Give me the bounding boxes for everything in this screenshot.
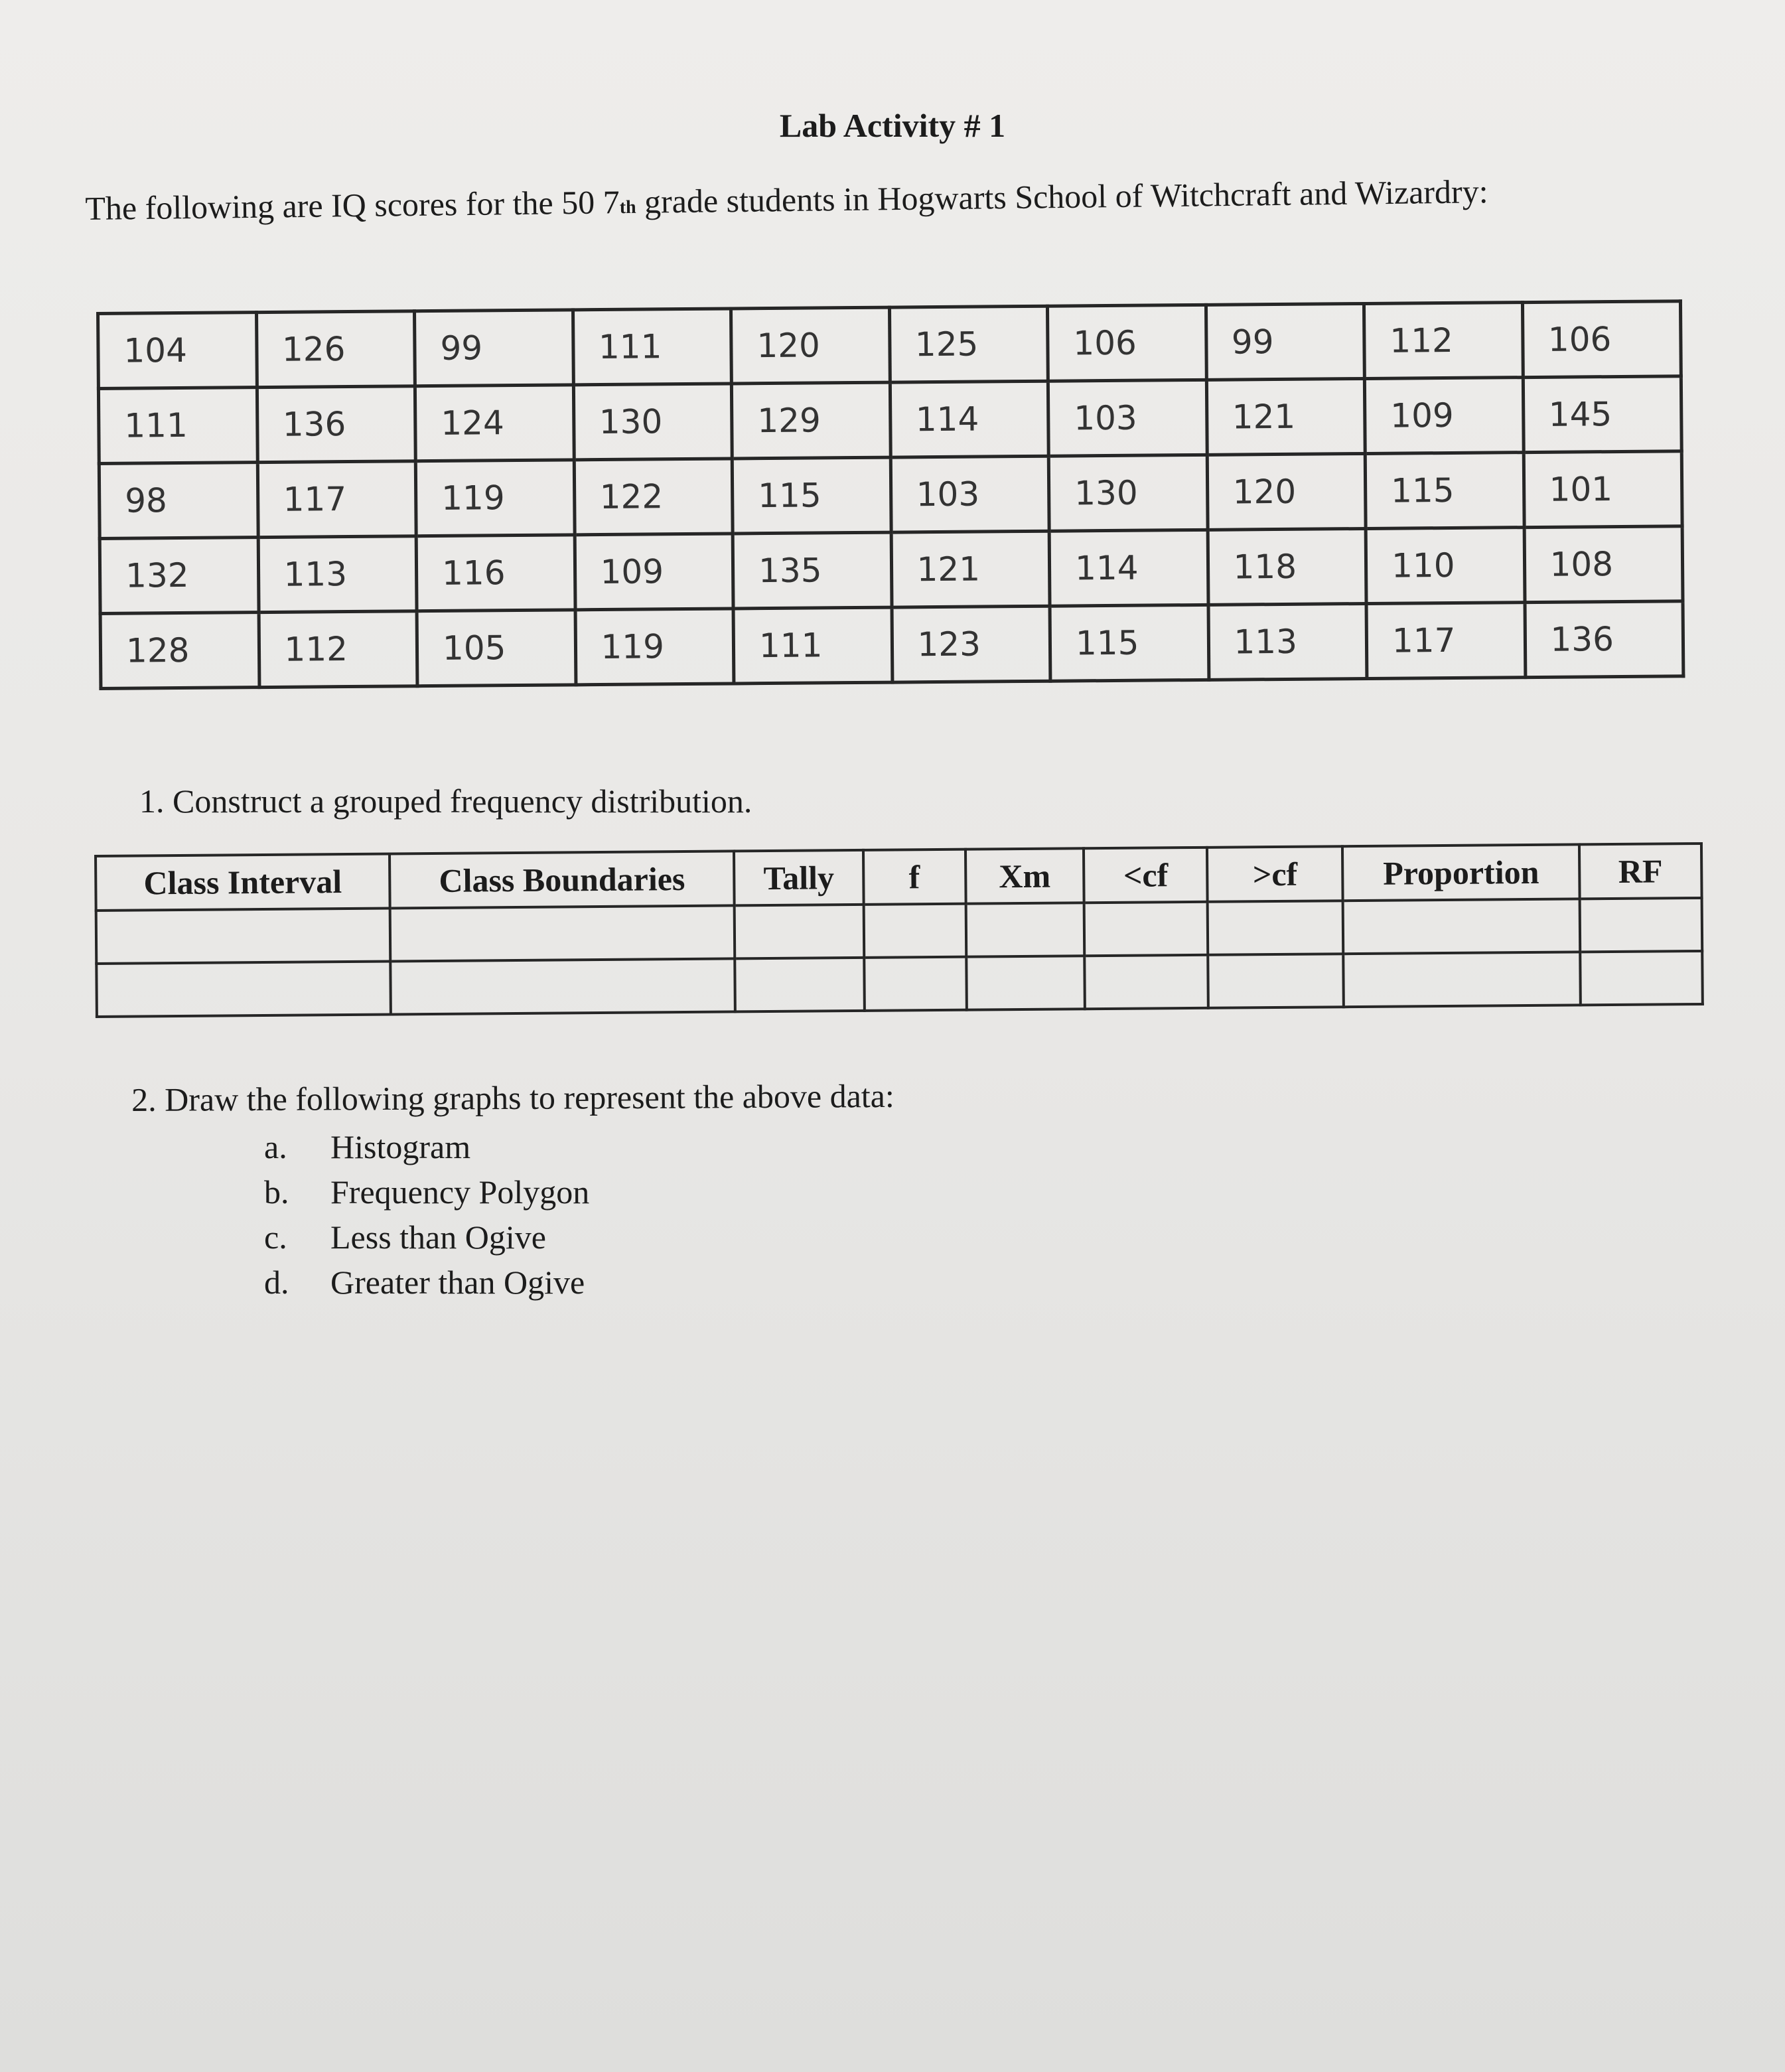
score-cell: 124	[415, 385, 573, 461]
intro-superscript: th	[619, 196, 636, 218]
score-cell: 135	[733, 532, 891, 609]
freq-header-cell: Xm	[965, 848, 1085, 903]
graph-item-text: Less than Ogive	[330, 1219, 546, 1256]
freq-empty-cell	[1208, 954, 1344, 1008]
graph-item-letter: d.	[264, 1264, 289, 1301]
scores-row	[100, 526, 1683, 614]
score-cell: 130	[573, 384, 732, 460]
score-cell: 115	[1365, 453, 1524, 529]
score-cell: 125	[889, 306, 1048, 382]
graph-item-text: Histogram	[330, 1128, 471, 1165]
freq-empty-cell	[1085, 955, 1208, 1009]
freq-empty-cell	[96, 909, 391, 964]
freq-empty-cell	[1084, 902, 1208, 956]
score-cell: 136	[257, 386, 415, 463]
score-cell: 104	[98, 313, 257, 389]
graph-item-letter: c.	[264, 1219, 287, 1256]
graph-item-text: Greater than Ogive	[330, 1264, 585, 1301]
graph-list-item	[264, 1215, 589, 1260]
score-cell: 120	[1207, 453, 1366, 530]
freq-empty-cell	[966, 956, 1086, 1009]
score-cell: 130	[1048, 455, 1207, 531]
freq-header-cell: RF	[1579, 844, 1702, 899]
intro-text-before: The following are IQ scores for the 50 7	[85, 183, 620, 227]
score-cell: 121	[1206, 378, 1365, 455]
graph-item-text: Frequency Polygon	[330, 1173, 590, 1211]
scores-row	[100, 601, 1683, 689]
freq-empty-cell	[390, 905, 735, 961]
score-cell: 105	[417, 610, 575, 686]
freq-empty-cell	[735, 905, 864, 959]
graph-list	[264, 1124, 589, 1305]
score-cell: 101	[1524, 451, 1682, 528]
score-cell: 110	[1366, 528, 1524, 604]
freq-empty-cell	[864, 957, 967, 1011]
page-title: Lab Activity # 1	[779, 107, 1006, 144]
score-cell: 120	[731, 307, 889, 384]
iq-scores-table	[96, 299, 1685, 690]
score-cell: 115	[732, 457, 891, 534]
score-cell: 113	[258, 536, 417, 613]
score-cell: 115	[1050, 605, 1208, 681]
freq-header-cell: Tally	[734, 850, 863, 906]
scores-row	[98, 301, 1681, 389]
graph-list-item	[264, 1124, 589, 1169]
graph-list-item	[264, 1169, 589, 1215]
score-cell: 103	[891, 456, 1049, 532]
score-cell: 117	[1366, 603, 1525, 679]
score-cell: 122	[574, 459, 733, 535]
freq-empty-cell	[1344, 952, 1581, 1007]
score-cell: 136	[1525, 601, 1683, 678]
intro-paragraph	[85, 169, 1612, 236]
score-cell: 128	[100, 613, 259, 689]
freq-header-cell: Class Boundaries	[390, 851, 735, 908]
score-cell: 99	[1206, 303, 1364, 380]
question-1	[139, 782, 752, 820]
freq-header-cell: Class Interval	[96, 854, 390, 911]
score-cell: 103	[1048, 380, 1206, 456]
score-cell: 98	[99, 463, 257, 539]
score-cell: 121	[891, 531, 1050, 607]
score-cell: 113	[1208, 603, 1367, 680]
freq-empty-cell	[863, 904, 966, 958]
freq-empty-cell	[1343, 899, 1580, 954]
question-2-text: Draw the following graphs to represent the above data:	[165, 1076, 894, 1118]
frequency-distribution-table	[94, 842, 1704, 1018]
score-cell: 111	[573, 309, 731, 385]
question-2	[131, 1076, 894, 1119]
freq-header-cell: <cf	[1084, 848, 1207, 903]
score-cell: 123	[892, 606, 1050, 682]
graph-item-letter: b.	[264, 1173, 289, 1211]
freq-empty-cell	[390, 958, 735, 1014]
score-cell: 99	[415, 310, 573, 386]
freq-header-cell: >cf	[1207, 846, 1343, 902]
score-cell: 117	[257, 461, 416, 538]
graph-list-item	[264, 1260, 589, 1305]
score-cell: 132	[100, 538, 258, 614]
freq-empty-cell	[96, 962, 391, 1017]
score-cell: 109	[575, 534, 733, 610]
score-cell: 116	[416, 535, 575, 611]
score-cell: 114	[1049, 530, 1208, 606]
question-2-number: 2.	[131, 1080, 157, 1118]
score-cell: 126	[256, 311, 415, 388]
score-cell: 129	[731, 382, 890, 459]
score-cell: 119	[575, 609, 734, 685]
freq-empty-cell	[735, 958, 864, 1012]
score-cell: 112	[259, 611, 417, 688]
score-cell: 111	[733, 607, 892, 684]
score-cell: 112	[1364, 303, 1522, 379]
score-cell: 106	[1522, 301, 1681, 378]
score-cell: 118	[1208, 528, 1366, 605]
freq-empty-cell	[1208, 901, 1344, 955]
question-1-text: Construct a grouped frequency distribution.	[173, 782, 752, 820]
graph-item-letter: a.	[264, 1128, 287, 1165]
freq-header-cell: f	[863, 850, 966, 905]
scores-row	[98, 376, 1681, 464]
score-cell: 111	[98, 388, 257, 464]
intro-text-after: grade students in Hogwarts School of Witchcraft and Wizardry:	[636, 173, 1488, 220]
freq-empty-cell	[1580, 951, 1703, 1005]
question-1-number: 1.	[139, 782, 165, 820]
freq-empty-cell	[965, 903, 1085, 956]
score-cell: 114	[890, 381, 1048, 457]
scores-row	[99, 451, 1682, 539]
score-cell: 145	[1523, 376, 1681, 453]
freq-header-cell: Proportion	[1342, 844, 1579, 901]
score-cell: 109	[1364, 378, 1523, 454]
freq-empty-cell	[1579, 898, 1702, 952]
score-cell: 106	[1047, 305, 1206, 381]
score-cell: 119	[415, 460, 574, 536]
score-cell: 108	[1524, 526, 1683, 603]
